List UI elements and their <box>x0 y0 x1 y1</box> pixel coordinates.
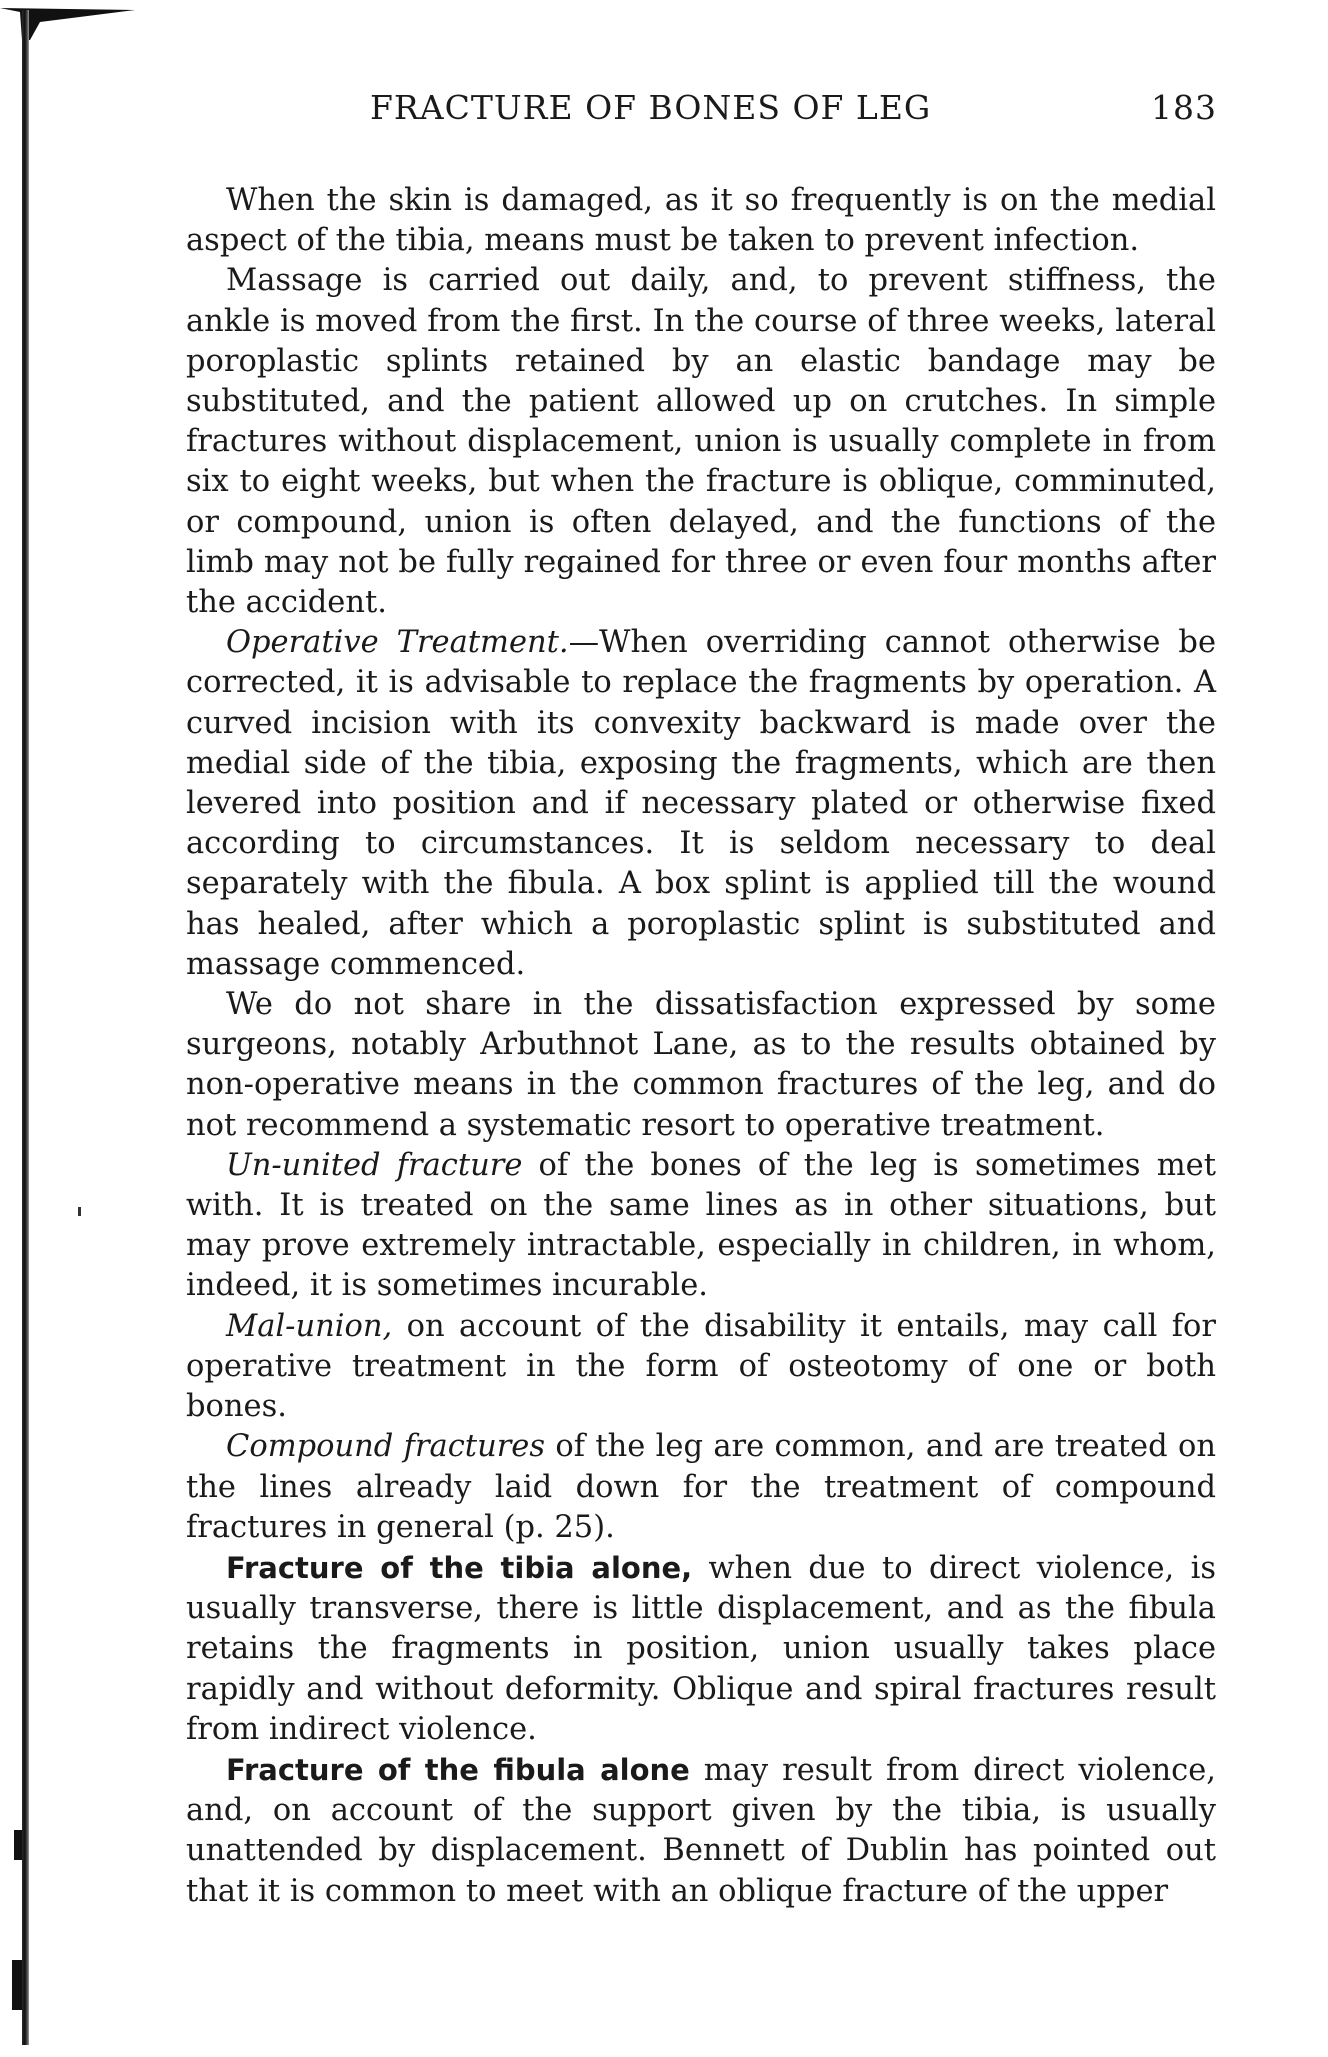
paragraph-un-united-fracture <box>186 1146 1216 1307</box>
paragraph-text: We do not share in the dissatisfaction expressed by some surgeons, notably Arbuthnot Lane, as to the results obtained by non-operative means in the common fractures of the leg, and do not recommend a systematic resort to operative treatment. <box>186 987 1216 1143</box>
paragraph-text: When the skin is damaged, as it so frequently is on the medial aspect of the tibia, means must be taken to prevent infection. <box>186 183 1216 259</box>
paragraph-text: of the bones of the leg is sometimes met with. It is treated on the same lines as in other situations, but may prove extremely intractable, especially in children, in whom, indeed, it is sometimes incurable. <box>186 1147 1216 1304</box>
paragraph-text: on account of the disability it entails, may call for operative treatment in the form of osteotomy of one or both bones. <box>186 1308 1216 1425</box>
stray-mark <box>78 1207 81 1216</box>
paragraph-fibula-alone <box>186 1750 1216 1912</box>
paragraph-operative-treatment <box>186 623 1216 985</box>
page-number: 183 <box>1151 88 1217 127</box>
paragraph-lead: Compound fractures <box>226 1429 545 1465</box>
paragraph-text: Massage is carried out daily, and, to prevent stiffness, the ankle is moved from the first. In the course of three weeks, lateral poroplastic splints retained by an elastic bandage may be substituted, and the patient allowed up on crutches. In simple fractures without displacement, union is usually complete in from six to eight weeks, but when the fracture is oblique, comminuted, or compound, union is often delayed, and the functions of the limb may not be fully regained for three or even four months after the accident. <box>186 263 1216 621</box>
paragraph-massage <box>186 261 1216 623</box>
paragraph-lead: Un-united fracture <box>226 1147 523 1183</box>
paragraph-lead: Fracture of the fibula alone <box>226 1752 690 1787</box>
paragraph-text: when due to direct violence, is usually transverse, there is little displacement, and as the fibula retains the fragments in position, union usually takes place rapidly and without deformity. Oblique and spiral fractures result from indirect violence. <box>186 1550 1216 1747</box>
paragraph-text: —When overriding cannot otherwise be corrected, it is advisable to replace the fragments by operation. A curved incision with its convexity backward is made over the medial side of the tibia, exposing the fragments, which are then levered into position and if necessary plated or otherwise fixed according to circumstances. It is seldom necessary to deal separately with the fibula. A box splint is applied till the wound has healed, after which a poroplastic splint is substituted and massage commenced. <box>186 625 1217 982</box>
paragraph-text: may result from direct violence, and, on account of the support given by the tibia, is usually unattended by displacement. Bennett of Dublin has pointed out that it is common to meet with an oblique fracture of the upper <box>186 1752 1216 1909</box>
paragraph-compound-fractures <box>186 1427 1216 1548</box>
paragraph-tibia-alone <box>186 1548 1216 1750</box>
binding-edge <box>22 10 29 2045</box>
body-text <box>186 181 1216 1912</box>
paragraph-dissatisfaction <box>186 985 1216 1146</box>
page-header <box>370 88 1230 136</box>
paragraph-lead: Operative Treatment. <box>226 625 569 661</box>
paragraph-text: of the leg are common, and are treated on the lines already laid down for the treatment of compound fractures in general (p. 25). <box>186 1429 1216 1545</box>
binding-edge-flare <box>0 0 135 40</box>
paragraph-mal-union <box>186 1307 1216 1428</box>
edge-speck <box>14 1830 22 1860</box>
paragraph-skin-damage <box>186 181 1216 261</box>
running-title: FRACTURE OF BONES OF LEG <box>370 88 932 127</box>
paragraph-lead: Fracture of the tibia alone, <box>226 1550 693 1585</box>
edge-speck <box>12 1960 22 2010</box>
paragraph-lead: Mal-union, <box>226 1308 393 1344</box>
